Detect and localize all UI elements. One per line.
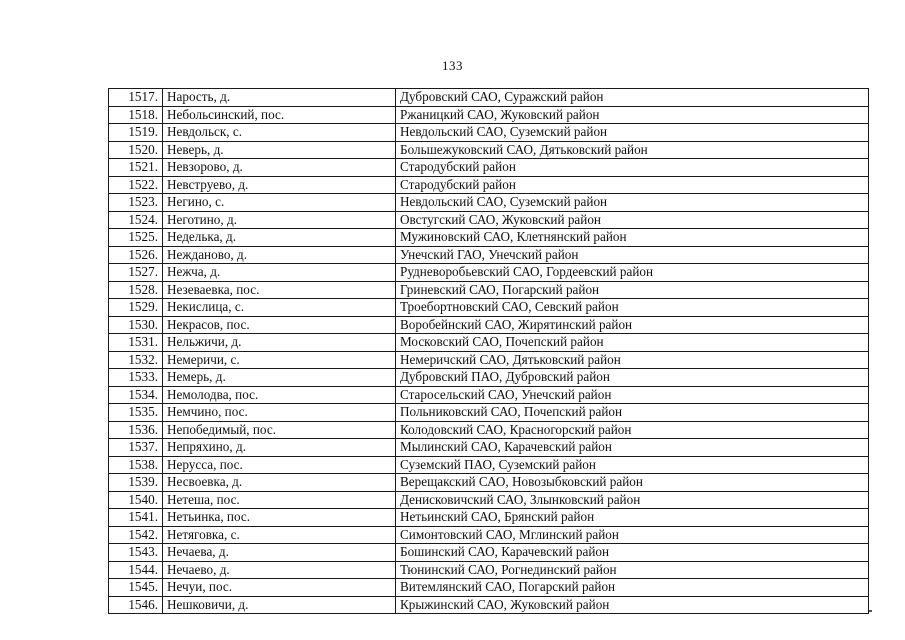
settlement-name: Неверь, д. xyxy=(163,141,396,159)
table-row xyxy=(109,89,869,107)
row-number: 1524. xyxy=(109,211,163,229)
table-row xyxy=(109,386,869,404)
settlement-name: Непобедимый, пос. xyxy=(163,421,396,439)
row-number: 1535. xyxy=(109,404,163,422)
table-row xyxy=(109,176,869,194)
settlement-name: Нечуи, пос. xyxy=(163,579,396,597)
settlement-name: Невдольск, с. xyxy=(163,124,396,142)
table-row xyxy=(109,229,869,247)
row-number: 1536. xyxy=(109,421,163,439)
row-number: 1542. xyxy=(109,526,163,544)
table-row xyxy=(109,561,869,579)
settlement-name: Немолодва, пос. xyxy=(163,386,396,404)
administrative-unit: Дубровский САО, Суражский район xyxy=(396,89,869,107)
table-row xyxy=(109,579,869,597)
row-number: 1525. xyxy=(109,229,163,247)
administrative-unit: Стародубский район xyxy=(396,176,869,194)
settlement-name: Нарость, д. xyxy=(163,89,396,107)
settlement-name: Нельжичи, д. xyxy=(163,334,396,352)
row-number: 1538. xyxy=(109,456,163,474)
row-number: 1533. xyxy=(109,369,163,387)
page-number: 133 xyxy=(442,58,463,73)
table-row xyxy=(109,509,869,527)
table-row xyxy=(109,404,869,422)
settlements-table xyxy=(108,88,869,614)
table-row xyxy=(109,299,869,317)
table-row xyxy=(109,316,869,334)
administrative-unit: Гриневский САО, Погарский район xyxy=(396,281,869,299)
administrative-unit: Невдольский САО, Суземский район xyxy=(396,194,869,212)
settlements-table-body xyxy=(109,89,869,614)
row-number: 1526. xyxy=(109,246,163,264)
row-number: 1527. xyxy=(109,264,163,282)
table-row xyxy=(109,526,869,544)
settlement-name: Неготино, д. xyxy=(163,211,396,229)
row-number: 1530. xyxy=(109,316,163,334)
administrative-unit: Тюнинский САО, Рогнединский район xyxy=(396,561,869,579)
administrative-unit: Дубровский ПАО, Дубровский район xyxy=(396,369,869,387)
settlement-name: Нешковичи, д. xyxy=(163,596,396,614)
row-number: 1518. xyxy=(109,106,163,124)
table-row xyxy=(109,456,869,474)
row-number: 1544. xyxy=(109,561,163,579)
settlement-name: Нетяговка, с. xyxy=(163,526,396,544)
table-row xyxy=(109,369,869,387)
row-number: 1543. xyxy=(109,544,163,562)
table-row xyxy=(109,264,869,282)
administrative-unit: Денисковичский САО, Злынковский район xyxy=(396,491,869,509)
table-row xyxy=(109,334,869,352)
settlement-name: Непряхино, д. xyxy=(163,439,396,457)
administrative-unit: Суземский ПАО, Суземский район xyxy=(396,456,869,474)
administrative-unit: Старосельский САО, Унечский район xyxy=(396,386,869,404)
administrative-unit: Витемлянский САО, Погарский район xyxy=(396,579,869,597)
administrative-unit: Невдольский САО, Суземский район xyxy=(396,124,869,142)
settlement-name: Нетеша, пос. xyxy=(163,491,396,509)
administrative-unit: Колодовский САО, Красногорский район xyxy=(396,421,869,439)
administrative-unit: Бошинский САО, Карачевский район xyxy=(396,544,869,562)
row-number: 1545. xyxy=(109,579,163,597)
table-row xyxy=(109,141,869,159)
row-number: 1539. xyxy=(109,474,163,492)
row-number: 1528. xyxy=(109,281,163,299)
settlement-name: Нежданово, д. xyxy=(163,246,396,264)
table-row xyxy=(109,211,869,229)
settlement-name: Несвоевка, д. xyxy=(163,474,396,492)
row-number: 1519. xyxy=(109,124,163,142)
table-row xyxy=(109,351,869,369)
administrative-unit: Мужиновский САО, Клетнянский район xyxy=(396,229,869,247)
administrative-unit: Ржаницкий САО, Жуковский район xyxy=(396,106,869,124)
administrative-unit: Овстугский САО, Жуковский район xyxy=(396,211,869,229)
settlement-name: Небольсинский, пос. xyxy=(163,106,396,124)
administrative-unit: Троебортновский САО, Севский район xyxy=(396,299,869,317)
table-row xyxy=(109,596,869,614)
administrative-unit: Рудневоробьевский САО, Гордеевский район xyxy=(396,264,869,282)
table-row xyxy=(109,159,869,177)
row-number: 1546. xyxy=(109,596,163,614)
settlement-name: Нежча, д. xyxy=(163,264,396,282)
administrative-unit: Стародубский район xyxy=(396,159,869,177)
settlement-name: Немчино, пос. xyxy=(163,404,396,422)
table-row xyxy=(109,281,869,299)
row-number: 1520. xyxy=(109,141,163,159)
settlement-name: Неделька, д. xyxy=(163,229,396,247)
scan-mark xyxy=(869,610,872,612)
administrative-unit: Воробейнский САО, Жирятинский район xyxy=(396,316,869,334)
table-row xyxy=(109,194,869,212)
row-number: 1517. xyxy=(109,89,163,107)
table-row xyxy=(109,421,869,439)
settlement-name: Некислица, с. xyxy=(163,299,396,317)
row-number: 1531. xyxy=(109,334,163,352)
settlement-name: Невструево, д. xyxy=(163,176,396,194)
row-number: 1541. xyxy=(109,509,163,527)
settlement-name: Незеваевка, пос. xyxy=(163,281,396,299)
settlement-name: Нечаева, д. xyxy=(163,544,396,562)
row-number: 1522. xyxy=(109,176,163,194)
settlement-name: Невзорово, д. xyxy=(163,159,396,177)
administrative-unit: Унечский ГАО, Унечский район xyxy=(396,246,869,264)
settlement-name: Немеричи, с. xyxy=(163,351,396,369)
row-number: 1523. xyxy=(109,194,163,212)
administrative-unit: Польниковский САО, Почепский район xyxy=(396,404,869,422)
administrative-unit: Немеричский САО, Дятьковский район xyxy=(396,351,869,369)
table-row xyxy=(109,124,869,142)
settlement-name: Нечаево, д. xyxy=(163,561,396,579)
row-number: 1521. xyxy=(109,159,163,177)
row-number: 1537. xyxy=(109,439,163,457)
administrative-unit: Верещакский САО, Новозыбковский район xyxy=(396,474,869,492)
table-row xyxy=(109,106,869,124)
administrative-unit: Большежуковский САО, Дятьковский район xyxy=(396,141,869,159)
administrative-unit: Крыжинский САО, Жуковский район xyxy=(396,596,869,614)
settlement-name: Немерь, д. xyxy=(163,369,396,387)
row-number: 1529. xyxy=(109,299,163,317)
settlement-name: Негино, с. xyxy=(163,194,396,212)
administrative-unit: Нетьинский САО, Брянский район xyxy=(396,509,869,527)
administrative-unit: Мылинский САО, Карачевский район xyxy=(396,439,869,457)
row-number: 1540. xyxy=(109,491,163,509)
table-row xyxy=(109,474,869,492)
administrative-unit: Московский САО, Почепский район xyxy=(396,334,869,352)
table-row xyxy=(109,491,869,509)
row-number: 1534. xyxy=(109,386,163,404)
table-row xyxy=(109,544,869,562)
settlement-name: Нерусса, пос. xyxy=(163,456,396,474)
table-row xyxy=(109,439,869,457)
settlement-name: Некрасов, пос. xyxy=(163,316,396,334)
settlement-name: Нетьинка, пос. xyxy=(163,509,396,527)
table-row xyxy=(109,246,869,264)
administrative-unit: Симонтовский САО, Мглинский район xyxy=(396,526,869,544)
row-number: 1532. xyxy=(109,351,163,369)
